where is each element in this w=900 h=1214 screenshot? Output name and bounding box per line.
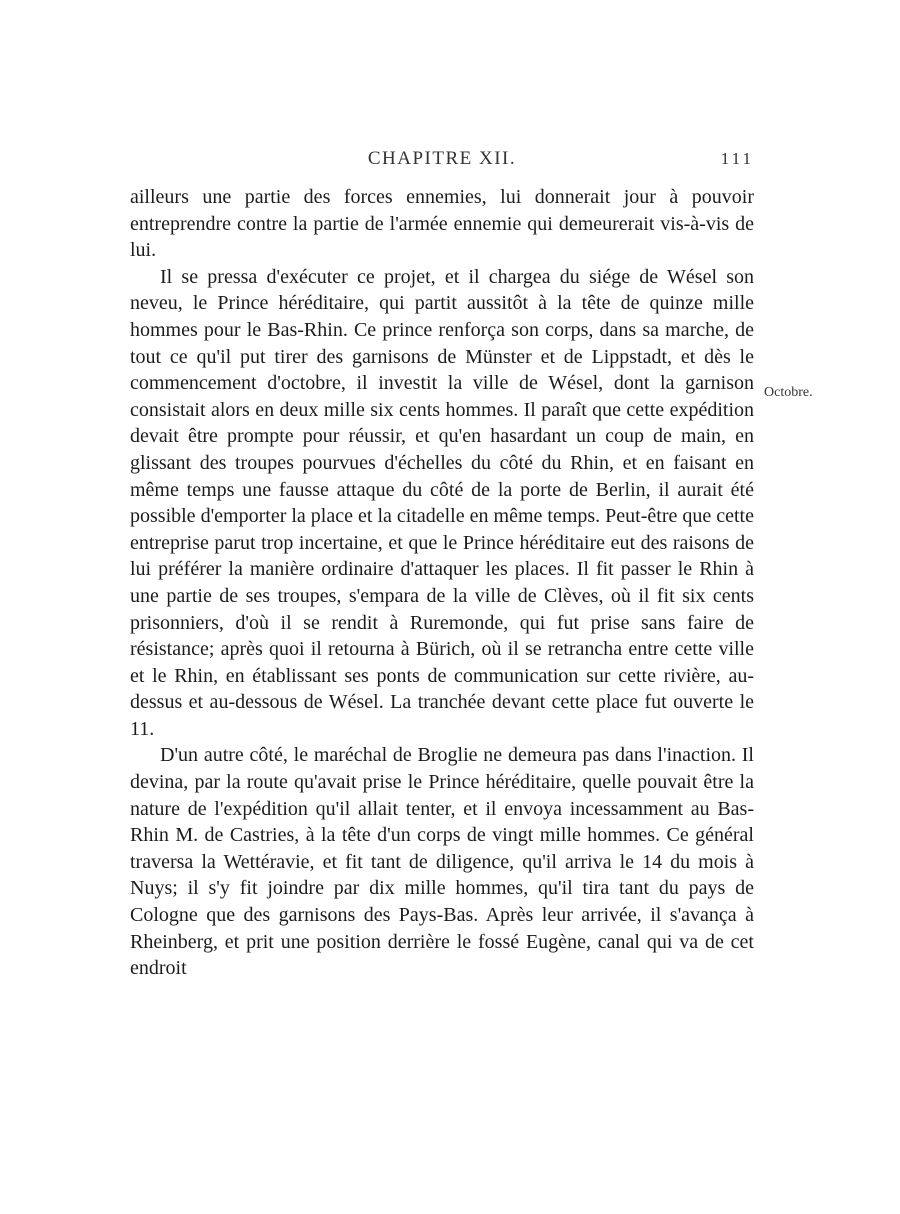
chapter-title: CHAPITRE XII. [367,148,517,169]
margin-note: Octobre. [764,385,813,400]
paragraph-continuation: ailleurs une partie des forces ennemies, lui donnerait jour à pouvoir entreprendre contre la partie de l'armée ennemie qui demeurerait vis-à-vis de lui. [130,186,754,262]
paragraph-siege-of-wesel: Il se pressa d'exécuter ce projet, et il chargea du siége de Wésel son neveu, le Prince héréditaire, qui partit aussitôt à la tête de quinze mille hommes pour le Bas-Rhin. Ce prince renforça son corps, dans sa marche, de tout ce qu'il put tirer des garnisons de Münster et de Lippstadt, et dès le commencement d'octobre, il investit la ville de Wésel, dont la garnison consistait alors en deux mille six cents hommes. Il paraît que cette expédition devait être prompte pour réussir, et qu'en hasardant un coup de main, en glissant des troupes pourvues d'échelles du côté du Rhin, et en faisant en même temps une fausse attaque du côté de la porte de Berlin, il aurait été possible d'emporter la place et la citadelle en même temps. Peut-être que cette entreprise parut trop incertaine, et que le Prince héréditaire eut des raisons de lui préférer la manière ordinaire d'attaquer les places. Il fit passer le Rhin à une partie de ses troupes, s'empara de la ville de Clèves, où il fit six cents prisonniers, d'où il se rendit à Ruremonde, qui fut prise sans faire de résistance; après quoi il retourna à Bürich, où il se retrancha entre cette ville et le Rhin, en établissant ses ponts de communication sur cette rivière, au-dessus et au-dessous de Wésel. La tranchée devant cette place fut ouverte le 11. [130,265,754,740]
page-number: 111 [720,149,754,168]
paragraph-broglie-response: D'un autre côté, le maréchal de Broglie ne demeura pas dans l'inaction. Il devina, par la route qu'avait prise le Prince héréditaire, quelle pouvait être la nature de l'expédition qu'il allait tenter, et il envoya incessamment au Bas-Rhin M. de Castries, à la tête d'un corps de vingt mille hommes. Ce général traversa la Wettéravie, et fit tant de diligence, qu'il arriva le 14 du mois à Nuys; il s'y fit joindre par dix mille hommes, qu'il tira tant du pays de Cologne que des garnisons des Pays-Bas. Après leur arrivée, il s'avança à Rheinberg, et prit une position derrière le fossé Eugène, canal qui va de cet endroit [130,744,754,980]
body-text [130,184,754,982]
running-head [130,148,754,172]
